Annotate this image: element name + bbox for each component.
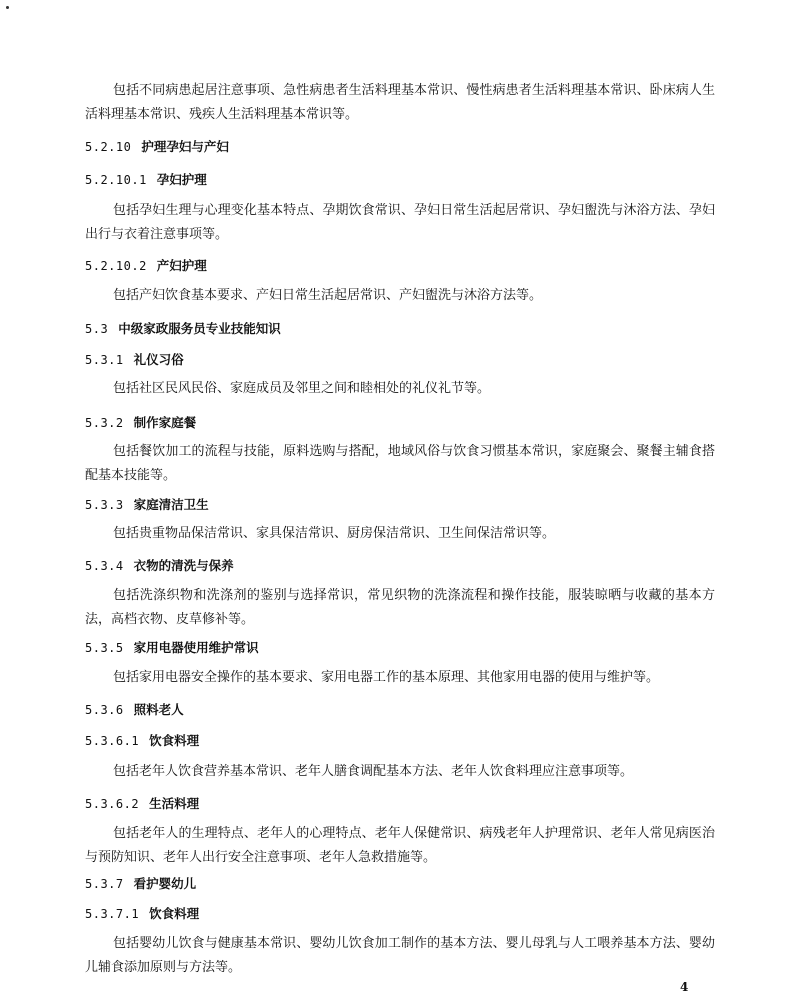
- section-heading-5-2-10-1: [85, 172, 207, 188]
- section-title: 生活料理: [149, 796, 200, 811]
- section-heading-5-3-5: [85, 640, 259, 656]
- section-number: 5.3.2: [85, 416, 124, 430]
- section-number: 5.3.7.1: [85, 907, 140, 921]
- section-heading-5-3-2: [85, 415, 196, 431]
- section-number: 5.3.4: [85, 559, 124, 573]
- section-number: 5.3.3: [85, 498, 124, 512]
- section-title: 产妇护理: [156, 258, 207, 273]
- paragraph: 包括社区民风民俗、家庭成员及邻里之间和睦相处的礼仪礼节等。: [113, 381, 491, 396]
- section-heading-5-3-6-1: [85, 733, 199, 749]
- section-title: 家用电器使用维护常识: [133, 640, 259, 655]
- section-number: 5.3.6.1: [85, 734, 140, 748]
- paragraph: 包括产妇饮食基本要求、产妇日常生活起居常识、产妇盥洗与沐浴方法等。: [113, 288, 543, 303]
- section-number: 5.3.7: [85, 877, 124, 891]
- paragraph: 包括孕妇生理与心理变化基本特点、孕期饮食常识、孕妇日常生活起居常识、孕妇盥洗与沐浴方法、孕妇出行与衣着注意事项等。: [85, 203, 715, 242]
- scan-mark: [6, 6, 9, 9]
- section-title: 家庭清洁卫生: [133, 497, 209, 512]
- paragraph: 包括不同病患起居注意事项、急性病患者生活料理基本常识、慢性病患者生活料理基本常识、卧床病人生活料理基本常识、残疾人生活料理基本常识等。: [85, 83, 715, 122]
- section-heading-5-3-1: [85, 352, 184, 368]
- section-heading-5-3-3: [85, 497, 209, 513]
- section-title: 看护婴幼儿: [133, 876, 197, 891]
- section-title: 礼仪习俗: [133, 352, 184, 367]
- paragraph: 包括婴幼儿饮食与健康基本常识、婴幼儿饮食加工制作的基本方法、婴儿母乳与人工喂养基本方法、婴幼儿辅食添加原则与方法等。: [85, 936, 715, 975]
- section-heading-5-3: [85, 321, 281, 337]
- paragraph: 包括餐饮加工的流程与技能，原料选购与搭配，地域风俗与饮食习惯基本常识，家庭聚会、聚餐主辅食搭配基本技能等。: [85, 444, 715, 483]
- section-heading-5-3-6-2: [85, 796, 199, 812]
- section-title: 制作家庭餐: [133, 415, 197, 430]
- section-title: 护理孕妇与产妇: [141, 139, 229, 154]
- section-number: 5.3.6: [85, 703, 124, 717]
- paragraph: 包括洗涤织物和洗涤剂的鉴别与选择常识，常见织物的洗涤流程和操作技能，服装晾晒与收藏的基本方法，高档衣物、皮草修补等。: [85, 588, 715, 627]
- section-heading-5-3-7-1: [85, 906, 199, 922]
- section-number: 5.2.10.1: [85, 173, 147, 187]
- section-number: 5.3.5: [85, 641, 124, 655]
- section-number: 5.2.10.2: [85, 259, 147, 273]
- section-number: 5.2.10: [85, 140, 132, 154]
- section-title: 孕妇护理: [156, 172, 207, 187]
- section-number: 5.3.1: [85, 353, 124, 367]
- section-title: 饮食料理: [149, 733, 200, 748]
- page-number: 4: [680, 980, 689, 994]
- paragraph: 包括老年人的生理特点、老年人的心理特点、老年人保健常识、病残老年人护理常识、老年人常见病医治与预防知识、老年人出行安全注意事项、老年人急救措施等。: [85, 826, 715, 865]
- section-heading-5-2-10-2: [85, 258, 207, 274]
- section-number: 5.3.6.2: [85, 797, 140, 811]
- section-heading-5-3-6: [85, 702, 184, 718]
- section-title: 衣物的清洗与保养: [133, 558, 234, 573]
- section-title: 照料老人: [133, 702, 184, 717]
- section-heading-5-2-10: [85, 139, 229, 155]
- section-number: 5.3: [85, 322, 109, 336]
- section-title: 饮食料理: [149, 906, 200, 921]
- section-title: 中级家政服务员专业技能知识: [118, 321, 281, 336]
- paragraph: 包括家用电器安全操作的基本要求、家用电器工作的基本原理、其他家用电器的使用与维护等。: [113, 670, 660, 685]
- section-heading-5-3-7: [85, 876, 196, 892]
- paragraph: 包括老年人饮食营养基本常识、老年人膳食调配基本方法、老年人饮食料理应注意事项等。: [113, 764, 634, 779]
- section-heading-5-3-4: [85, 558, 234, 574]
- paragraph: 包括贵重物品保洁常识、家具保洁常识、厨房保洁常识、卫生间保洁常识等。: [113, 526, 556, 541]
